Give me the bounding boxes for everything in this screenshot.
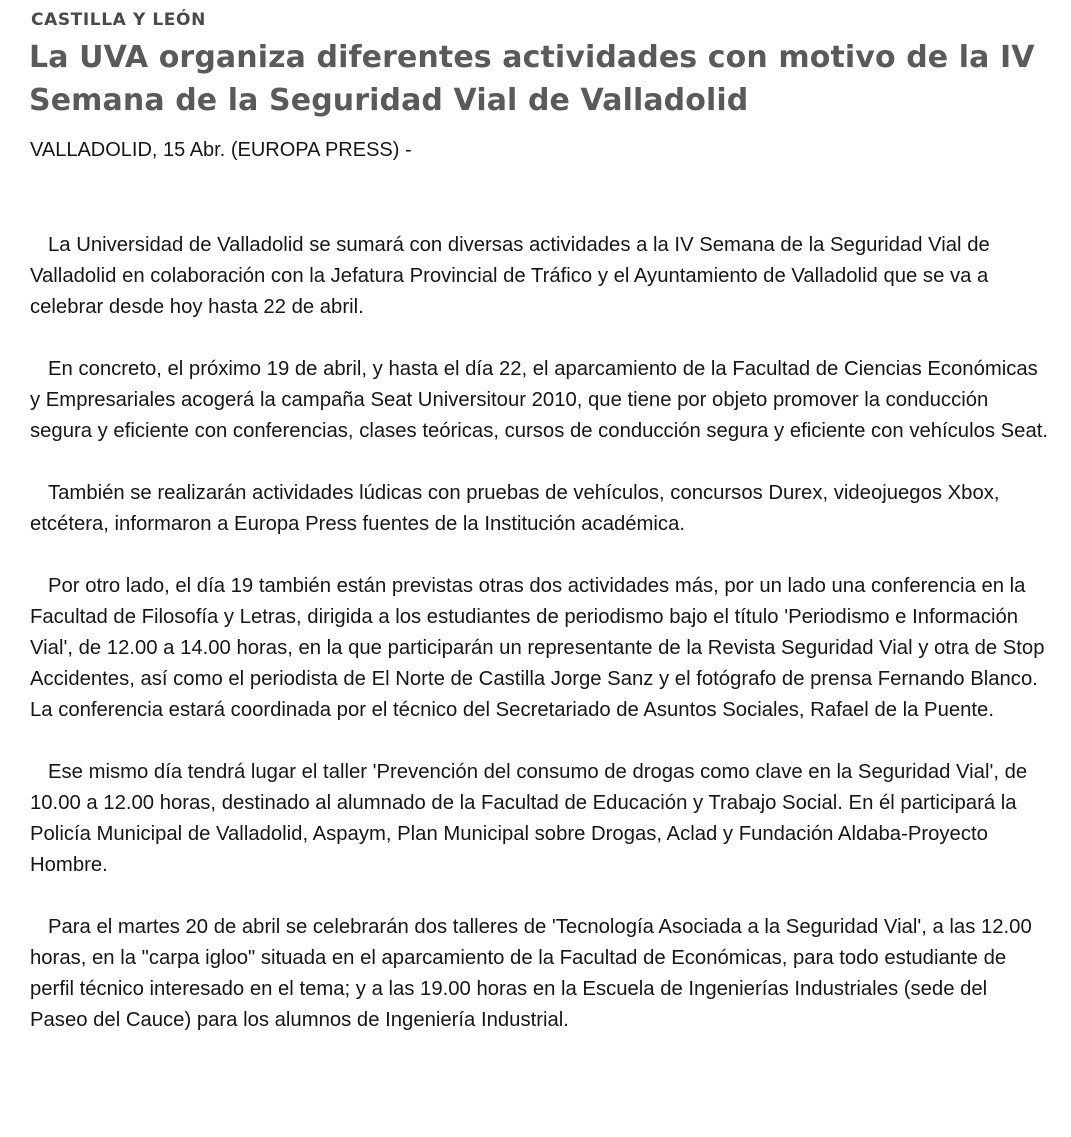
article-body: [30, 230, 1050, 1036]
paragraph: Para el martes 20 de abril se celebrarán dos talleres de 'Tecnología Asociada a la Seguridad Vial', a las 12.00 horas, en la "carpa igloo" situada en el aparcamiento de la Facultad de Económicas, para todo estudiante de perfil técnico interesado en el tema; y a las 19.00 horas en la Escuela de Ingenierías Industriales (sede del Paseo del Cauce) para los alumnos de Ingeniería Industrial.: [30, 916, 1032, 1031]
paragraph: También se realizarán actividades lúdicas con pruebas de vehículos, concursos Durex, videojuegos Xbox, etcétera, informaron a Europa Press fuentes de la Institución académica.: [30, 482, 1000, 535]
section-label: CASTILLA Y LEÓN: [31, 10, 206, 30]
headline: La UVA organiza diferentes actividades con motivo de la IV Semana de la Seguridad Vial de Valladolid: [29, 40, 1035, 118]
dateline: VALLADOLID, 15 Abr. (EUROPA PRESS) -: [30, 139, 412, 161]
paragraph: Ese mismo día tendrá lugar el taller 'Prevención del consumo de drogas como clave en la Seguridad Vial', de 10.00 a 12.00 horas, destinado al alumnado de la Facultad de Educación y Trabajo Social. En él participará la Policía Municipal de Valladolid, Aspaym, Plan Municipal sobre Drogas, Aclad y Fundación Aldaba-Proyecto Hombre.: [30, 761, 1028, 876]
paragraph: En concreto, el próximo 19 de abril, y hasta el día 22, el aparcamiento de la Facultad de Ciencias Económicas y Empresariales acogerá la campaña Seat Universitour 2010, que tiene por objeto promover la conducción segura y eficiente con conferencias, clases teóricas, cursos de conducción segura y eficiente con vehículos Seat.: [30, 358, 1049, 442]
paragraph: Por otro lado, el día 19 también están previstas otras dos actividades más, por un lado una conferencia en la Facultad de Filosofía y Letras, dirigida a los estudiantes de periodismo bajo el título 'Periodismo e Información Vial', de 12.00 a 14.00 horas, en la que participarán un representante de la Revista Seguridad Vial y otra de Stop Accidentes, así como el periodista de El Norte de Castilla Jorge Sanz y el fotógrafo de prensa Fernando Blanco. La conferencia estará coordinada por el técnico del Secretariado de Asuntos Sociales, Rafael de la Puente.: [30, 575, 1045, 721]
paragraph: La Universidad de Valladolid se sumará con diversas actividades a la IV Semana de la Seguridad Vial de Valladolid en colaboración con la Jefatura Provincial de Tráfico y el Ayuntamiento de Valladolid que se va a celebrar desde hoy hasta 22 de abril.: [30, 234, 990, 318]
